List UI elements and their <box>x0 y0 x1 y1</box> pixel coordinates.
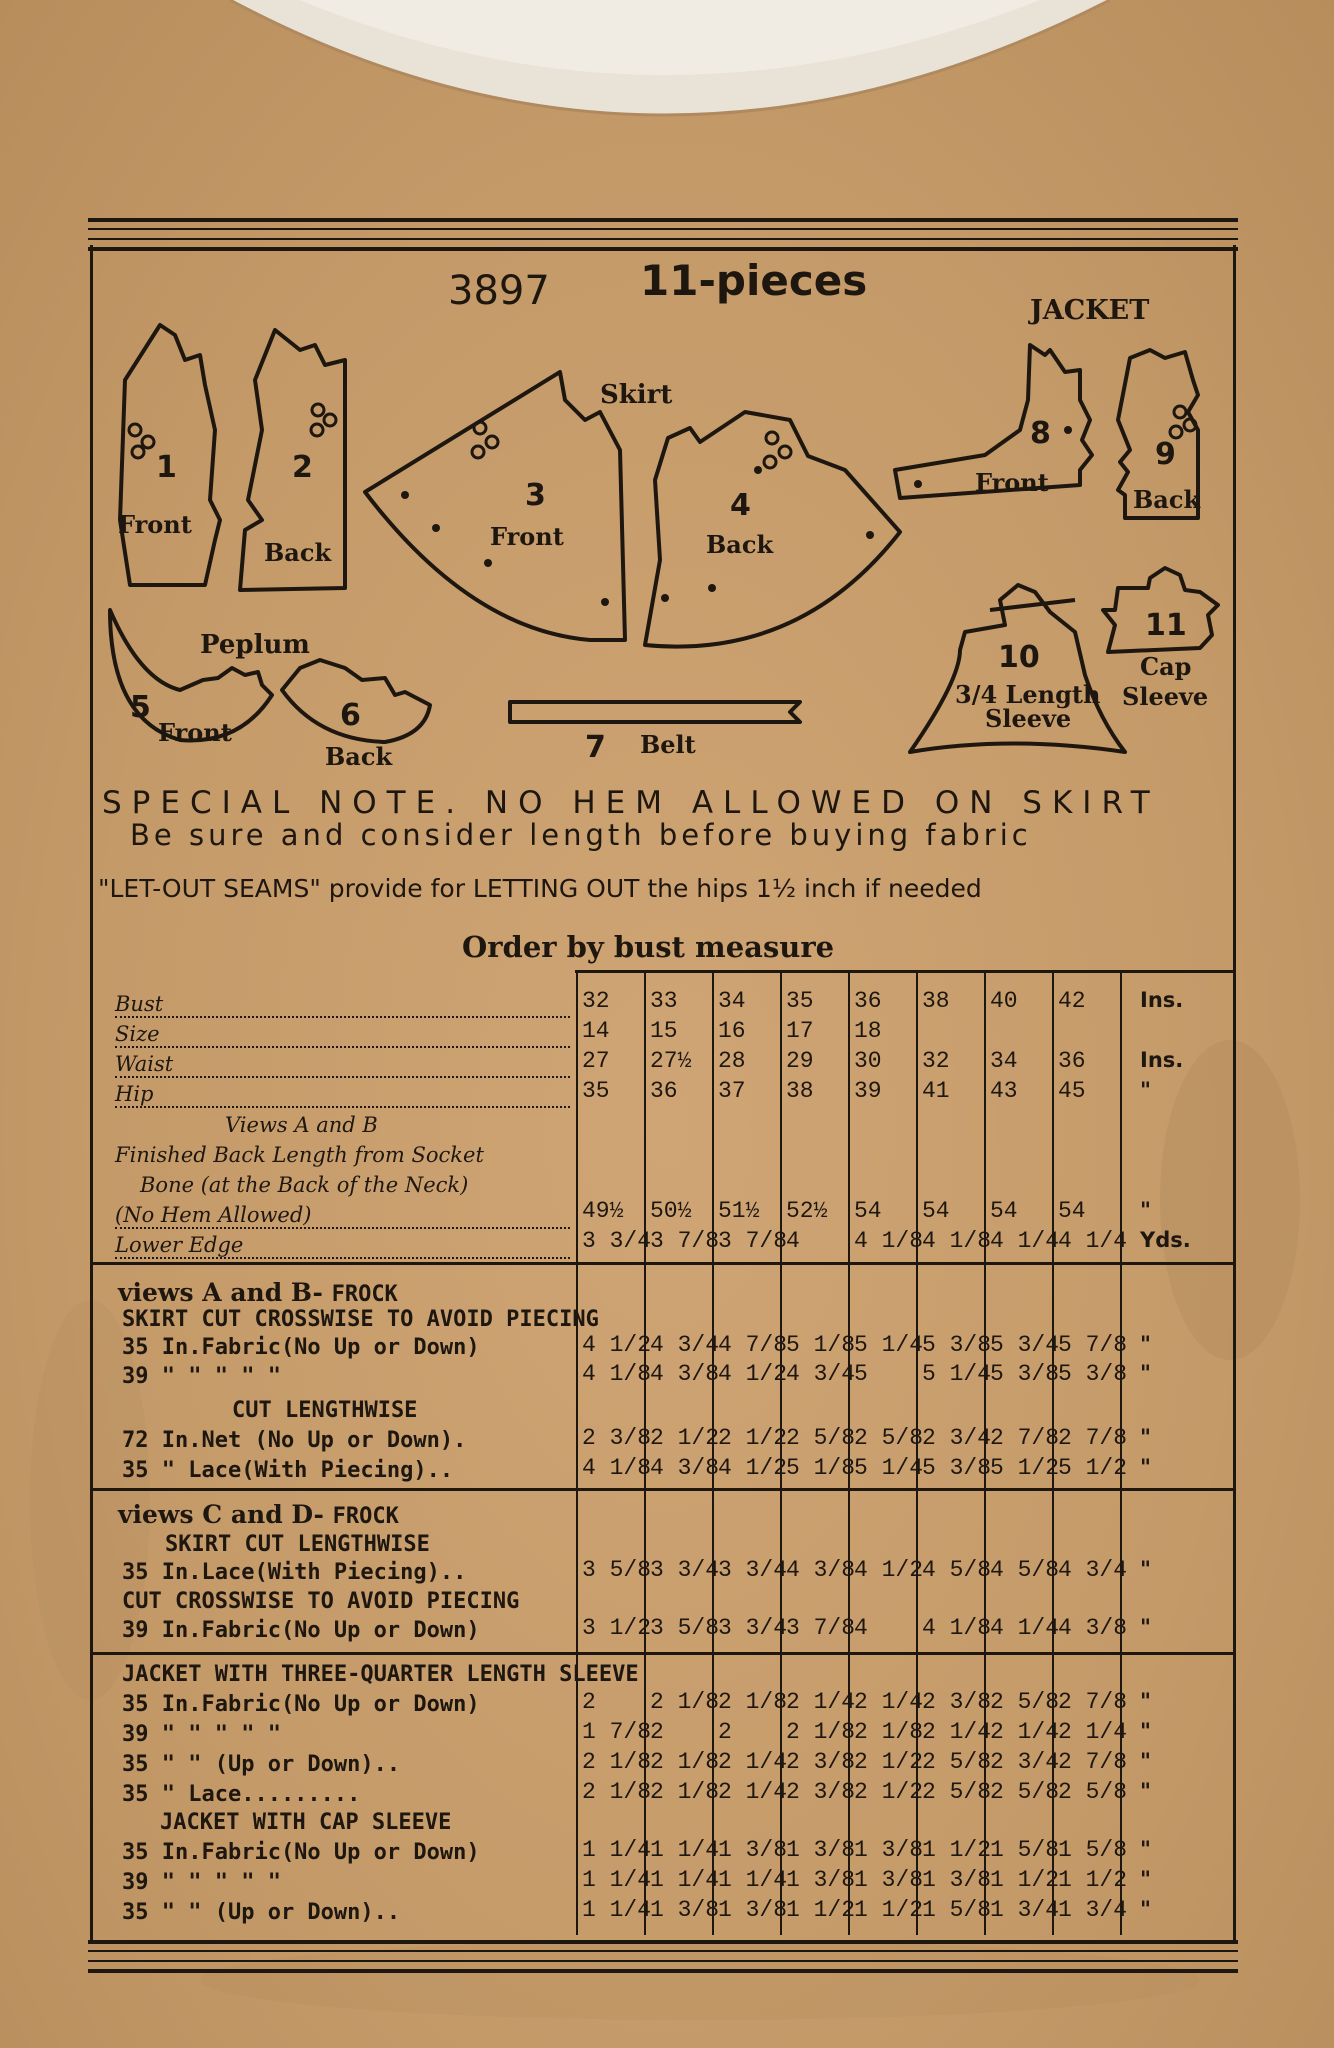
jacket-3q-row-4-value-0: 2 1/8 <box>582 1779 652 1805</box>
measure-row-0-value-5: 38 <box>922 988 950 1014</box>
fbl-line3: (No Hem Allowed) <box>115 1203 570 1229</box>
lower-edge-value-4: 4 1/8 <box>854 1228 924 1254</box>
piece-5-label: Front <box>158 718 232 747</box>
section-ab-row-3-value-1: 2 1/2 <box>650 1425 720 1451</box>
piece-5-number: 5 <box>130 690 151 725</box>
section-ab-row-3-value-7: 2 7/8 <box>1058 1425 1128 1451</box>
measure-row-3-value-4: 39 <box>854 1078 882 1104</box>
jacket-cap-row-2-value-0: 1 1/4 <box>582 1867 652 1893</box>
jacket-3q-row-4-value-6: 2 5/8 <box>990 1779 1060 1805</box>
measure-row-0-value-3: 35 <box>786 988 814 1014</box>
jacket-cap-row-2-value-2: 1 1/4 <box>718 1867 788 1893</box>
jacket-3q-row-4-value-5: 2 5/8 <box>922 1779 992 1805</box>
jacket-cap-row-2-value-3: 1 3/8 <box>786 1867 856 1893</box>
section-ab-sub2: CUT LENGTHWISE <box>232 1398 418 1423</box>
bottom-rule-1 <box>88 1940 1238 1944</box>
measure-row-2-value-4: 30 <box>854 1048 882 1074</box>
section-ab-row-4-value-7: 5 1/2 <box>1058 1455 1128 1481</box>
measure-row-2-value-1: 27½ <box>650 1048 692 1074</box>
section-ab-row-4-value-5: 5 3/8 <box>922 1455 992 1481</box>
lower-edge-value-7: 4 1/4 <box>1058 1228 1128 1254</box>
piece-7-number: 7 <box>585 730 606 765</box>
measure-row-3-value-0: 35 <box>582 1078 610 1104</box>
section-cd-row-2-value-2: 3 3/4 <box>718 1615 788 1641</box>
jacket-3q-row-3-value-3: 2 3/8 <box>786 1749 856 1775</box>
table-column-rule-0 <box>576 970 578 1935</box>
jacket-cap-row-3-value-1: 1 3/8 <box>650 1897 720 1923</box>
piece-9-label: Back <box>1133 485 1201 514</box>
section-cd-row-2-value-4: 4 <box>854 1615 868 1641</box>
section-cd-row-2-value-5: 4 1/8 <box>922 1615 992 1641</box>
section-cd-row1-label: 35 In.Lace(With Piecing).. <box>122 1560 467 1585</box>
measure-row-0-value-1: 33 <box>650 988 678 1014</box>
jacket-3q-row4-label: 35 " Lace......... <box>122 1782 361 1807</box>
finished-back-length-value-1: 50½ <box>650 1198 692 1224</box>
piece-2-label: Back <box>264 538 332 567</box>
finished-back-length-value-7: 54 <box>1058 1198 1086 1224</box>
measure-row-1-value-1: 15 <box>650 1018 678 1044</box>
table-rule-cd <box>90 1488 1233 1491</box>
jacket-cap-row2-label: 39 " " " " " <box>122 1870 281 1895</box>
section-cd-row-1-value-4: 4 1/2 <box>854 1557 924 1583</box>
lower-edge-value-1: 3 7/8 <box>650 1228 720 1254</box>
jacket-cap-row1-label: 35 In.Fabric(No Up or Down) <box>122 1840 480 1865</box>
section-cd-row-2-value-6: 4 1/4 <box>990 1615 1060 1641</box>
section-ab-row-3-value-2: 2 1/2 <box>718 1425 788 1451</box>
hip-label: Hip <box>115 1082 570 1108</box>
section-ab-row-2-value-3: 4 3/4 <box>786 1361 856 1387</box>
measure-row-2-value-3: 29 <box>786 1048 814 1074</box>
length-note: Be sure and consider length before buying fabric <box>130 818 1032 852</box>
section-cd-row2-label: 39 In.Fabric(No Up or Down) <box>122 1618 480 1643</box>
skirt-heading: Skirt <box>600 380 673 410</box>
finished-back-length-value-5: 54 <box>922 1198 950 1224</box>
measure-row-0-value-4: 36 <box>854 988 882 1014</box>
section-ab-row-2-value-2: 4 1/2 <box>718 1361 788 1387</box>
piece-6-number: 6 <box>340 698 361 733</box>
piece-1-number: 1 <box>156 450 177 485</box>
section-cd-row-1-value-2: 3 3/4 <box>718 1557 788 1583</box>
let-out-note: "LET-OUT SEAMS" provide for LETTING OUT the hips 1½ inch if needed <box>98 874 982 903</box>
section-ab-row-3-value-5: 2 3/4 <box>922 1425 992 1451</box>
jacket-cap-row-2-value-7: 1 1/2 <box>1058 1867 1128 1893</box>
piece-3-number: 3 <box>525 478 546 513</box>
jacket-cap-row-1-value-7: 1 5/8 <box>1058 1837 1128 1863</box>
section-cd-title <box>118 1500 399 1529</box>
section-ab-row-1-value-7: 5 7/8 <box>1058 1332 1128 1358</box>
section-ab-row1-label: 35 In.Fabric(No Up or Down) <box>122 1335 480 1360</box>
finished-back-length-value-0: 49½ <box>582 1198 624 1224</box>
section-ab-row4-label: 35 " Lace(With Piecing).. <box>122 1458 454 1483</box>
lower-edge-label: Lower Edge <box>115 1233 570 1259</box>
measure-row-3-unit: " <box>1140 1078 1151 1102</box>
measure-row-3-value-6: 43 <box>990 1078 1018 1104</box>
section-cd-title-a: views C and D- <box>118 1500 324 1529</box>
jacket-3q-row-4-value-1: 2 1/8 <box>650 1779 720 1805</box>
measure-row-2-value-6: 34 <box>990 1048 1018 1074</box>
section-ab-row3-label: 72 In.Net (No Up or Down). <box>122 1428 467 1453</box>
jacket-3q-row-4-value-4: 2 1/2 <box>854 1779 924 1805</box>
piece-6-label: Back <box>325 742 393 771</box>
measure-row-0-value-0: 32 <box>582 988 610 1014</box>
views-ab-label: Views A and B <box>225 1113 378 1137</box>
section-ab-row-3-unit: " <box>1140 1425 1151 1449</box>
finished-back-length-value-6: 54 <box>990 1198 1018 1224</box>
section-ab-row-4-value-1: 4 3/8 <box>650 1455 720 1481</box>
jacket-3q-row-4-unit: " <box>1140 1779 1151 1803</box>
section-ab-row-2-unit: " <box>1140 1361 1151 1385</box>
piece-10-number: 10 <box>998 640 1040 675</box>
section-ab-row-1-value-3: 5 1/8 <box>786 1332 856 1358</box>
size-label: Size <box>115 1022 570 1048</box>
section-ab-row-2-value-1: 4 3/8 <box>650 1361 720 1387</box>
table-top-rule <box>575 970 1233 973</box>
piece-7-outline <box>510 702 800 722</box>
section-ab-row-2-value-7: 5 3/8 <box>1058 1361 1128 1387</box>
jacket-3q-row-1-value-0: 2 <box>582 1689 596 1715</box>
measure-row-3-value-5: 41 <box>922 1078 950 1104</box>
jacket-3q-row-2-value-1: 2 <box>650 1719 664 1745</box>
section-ab-row-4-value-0: 4 1/8 <box>582 1455 652 1481</box>
measure-row-2-unit: Ins. <box>1140 1048 1184 1072</box>
pieces-count: 11-pieces <box>640 256 868 305</box>
finished-back-length-value-3: 52½ <box>786 1198 828 1224</box>
piece-3-outline <box>365 372 625 640</box>
jacket-cap-row-1-value-3: 1 3/8 <box>786 1837 856 1863</box>
jacket-cap-row-1-value-6: 1 5/8 <box>990 1837 1060 1863</box>
finished-back-length-value-4: 54 <box>854 1198 882 1224</box>
peplum-label: Peplum <box>200 630 310 660</box>
piece-11-label-line2: Sleeve <box>1122 682 1209 711</box>
piece-1-label: Front <box>118 510 192 539</box>
section-ab-row-3-value-3: 2 5/8 <box>786 1425 856 1451</box>
section-cd-sub1: SKIRT CUT LENGTHWISE <box>165 1532 430 1557</box>
section-ab-title-a: views A and B- <box>118 1278 323 1307</box>
jacket-3q-row-4-value-7: 2 5/8 <box>1058 1779 1128 1805</box>
jacket-3q-row-2-value-3: 2 1/8 <box>786 1719 856 1745</box>
jacket-3q-row-1-value-5: 2 3/8 <box>922 1689 992 1715</box>
section-ab-row-2-value-4: 5 <box>854 1361 868 1387</box>
section-ab-row-3-value-6: 2 7/8 <box>990 1425 1060 1451</box>
measure-row-2-value-2: 28 <box>718 1048 746 1074</box>
lower-edge-value-5: 4 1/8 <box>922 1228 992 1254</box>
lower-edge-value-0: 3 3/4 <box>582 1228 652 1254</box>
jacket-cap-row-2-value-4: 1 3/8 <box>854 1867 924 1893</box>
lower-edge-value-3: 4 <box>786 1228 800 1254</box>
finished-back-length-value-2: 51½ <box>718 1198 760 1224</box>
jacket-3q-row-1-value-1: 2 1/8 <box>650 1689 720 1715</box>
jacket-3q-row-1-value-2: 2 1/8 <box>718 1689 788 1715</box>
jacket-3q-row-2-value-5: 2 1/4 <box>922 1719 992 1745</box>
lower-edge-unit: Yds. <box>1140 1228 1191 1252</box>
measure-row-0-value-2: 34 <box>718 988 746 1014</box>
jacket-3q-row-1-unit: " <box>1140 1689 1151 1713</box>
section-ab-row-1-unit: " <box>1140 1332 1151 1356</box>
jacket-cap-row-3-value-6: 1 3/4 <box>990 1897 1060 1923</box>
section-cd-row-1-value-1: 3 3/4 <box>650 1557 720 1583</box>
jacket-cap-row-3-value-7: 1 3/4 <box>1058 1897 1128 1923</box>
section-ab-row-4-value-6: 5 1/2 <box>990 1455 1060 1481</box>
measure-row-2-value-0: 27 <box>582 1048 610 1074</box>
measure-row-3-value-1: 36 <box>650 1078 678 1104</box>
section-cd-sub2: CUT CROSSWISE TO AVOID PIECING <box>122 1589 520 1614</box>
lower-edge-value-6: 4 1/4 <box>990 1228 1060 1254</box>
section-ab-row-2-value-6: 5 3/8 <box>990 1361 1060 1387</box>
section-cd-row-1-value-5: 4 5/8 <box>922 1557 992 1583</box>
jacket-3q-row-2-value-4: 2 1/8 <box>854 1719 924 1745</box>
jacket-cap-row-2-value-1: 1 1/4 <box>650 1867 720 1893</box>
piece-10-label-line2: Sleeve <box>985 704 1072 733</box>
jacket-cap-row-2-unit: " <box>1140 1867 1151 1891</box>
jacket-3q-row-3-value-6: 2 3/4 <box>990 1749 1060 1775</box>
piece-8-number: 8 <box>1030 416 1051 451</box>
jacket-cap-row-3-value-4: 1 1/2 <box>854 1897 924 1923</box>
jacket-cap-row-3-value-3: 1 1/2 <box>786 1897 856 1923</box>
section-ab-row-2-value-5: 5 1/4 <box>922 1361 992 1387</box>
jacket-3q-row-4-value-3: 2 3/8 <box>786 1779 856 1805</box>
jacket-3q-row-3-value-2: 2 1/4 <box>718 1749 788 1775</box>
section-cd-row-2-value-0: 3 1/2 <box>582 1615 652 1641</box>
jacket-3q-row-4-value-2: 2 1/4 <box>718 1779 788 1805</box>
jacket-3q-row-1-value-7: 2 7/8 <box>1058 1689 1128 1715</box>
section-cd-row-2-value-7: 4 3/8 <box>1058 1615 1128 1641</box>
pattern-pieces-drawing <box>0 0 1334 790</box>
jacket-3q-row-1-value-6: 2 5/8 <box>990 1689 1060 1715</box>
jacket-cap-row-1-value-4: 1 3/8 <box>854 1837 924 1863</box>
measure-row-0-unit: Ins. <box>1140 988 1184 1012</box>
measure-row-0-value-6: 40 <box>990 988 1018 1014</box>
measure-row-3-value-7: 45 <box>1058 1078 1086 1104</box>
section-cd-row-2-value-1: 3 5/8 <box>650 1615 720 1641</box>
section-ab-row-4-value-3: 5 1/8 <box>786 1455 856 1481</box>
bottom-rule-4 <box>88 1969 1238 1973</box>
finished-back-length-unit: " <box>1140 1198 1151 1222</box>
section-ab-row-1-value-5: 5 3/8 <box>922 1332 992 1358</box>
jacket-3q-row2-label: 39 " " " " " <box>122 1722 281 1747</box>
measure-row-3-value-3: 38 <box>786 1078 814 1104</box>
section-ab-row-1-value-4: 5 1/4 <box>854 1332 924 1358</box>
jacket-cap-row-1-unit: " <box>1140 1837 1151 1861</box>
jacket-3q-row-2-value-6: 2 1/4 <box>990 1719 1060 1745</box>
jacket-cap-row-1-value-1: 1 1/4 <box>650 1837 720 1863</box>
jacket-cap-row-3-value-0: 1 1/4 <box>582 1897 652 1923</box>
jacket-3q-row-3-value-0: 2 1/8 <box>582 1749 652 1775</box>
measure-row-2-value-7: 36 <box>1058 1048 1086 1074</box>
jacket-cap-row-3-value-5: 1 5/8 <box>922 1897 992 1923</box>
table-rule-jacket <box>90 1652 1233 1655</box>
section-cd-row-1-value-3: 4 3/8 <box>786 1557 856 1583</box>
jacket-cap-row-1-value-2: 1 3/8 <box>718 1837 788 1863</box>
jacket-cap-row-2-value-6: 1 1/2 <box>990 1867 1060 1893</box>
section-cd-row-1-value-6: 4 5/8 <box>990 1557 1060 1583</box>
section-ab-row-3-value-0: 2 3/8 <box>582 1425 652 1451</box>
order-heading: Order by bust measure <box>462 930 835 964</box>
jacket-3q-row-2-value-0: 1 7/8 <box>582 1719 652 1745</box>
piece-11-label-line1: Cap <box>1140 652 1192 681</box>
jacket-heading: JACKET <box>1030 295 1150 326</box>
table-rule-ab <box>90 1262 1233 1265</box>
special-note: SPECIAL NOTE. NO HEM ALLOWED ON SKIRT <box>102 785 1160 821</box>
jacket-cap-title: JACKET WITH CAP SLEEVE <box>160 1810 452 1835</box>
jacket-3q-row-1-value-4: 2 1/4 <box>854 1689 924 1715</box>
jacket-cap-row-3-value-2: 1 3/8 <box>718 1897 788 1923</box>
jacket-3q-row-2-value-7: 2 1/4 <box>1058 1719 1128 1745</box>
jacket-3q-title: JACKET WITH THREE-QUARTER LENGTH SLEEVE <box>122 1662 639 1687</box>
bust-label: Bust <box>115 992 570 1018</box>
jacket-3q-row3-label: 35 " " (Up or Down).. <box>122 1752 401 1777</box>
section-ab-sub1: SKIRT CUT CROSSWISE TO AVOID PIECING <box>122 1307 599 1332</box>
section-ab-title-b: FROCK <box>331 1282 398 1307</box>
section-cd-row-2-value-3: 3 7/8 <box>786 1615 856 1641</box>
bottom-rule-2 <box>88 1950 1238 1952</box>
piece-11-number: 11 <box>1145 608 1187 643</box>
section-cd-title-b: FROCK <box>332 1504 399 1529</box>
measure-row-1-value-0: 14 <box>582 1018 610 1044</box>
section-cd-row-1-value-0: 3 5/8 <box>582 1557 652 1583</box>
section-ab-row-1-value-1: 4 3/4 <box>650 1332 720 1358</box>
jacket-3q-row-3-value-4: 2 1/2 <box>854 1749 924 1775</box>
pattern-number: 3897 <box>448 268 550 314</box>
jacket-cap-row-1-value-0: 1 1/4 <box>582 1837 652 1863</box>
piece-8-label: Front <box>975 468 1049 497</box>
section-cd-row-1-unit: " <box>1140 1557 1151 1581</box>
lower-edge-value-2: 3 7/8 <box>718 1228 788 1254</box>
waist-label: Waist <box>115 1052 570 1078</box>
piece-3-label: Front <box>490 522 564 551</box>
piece-2-number: 2 <box>292 450 313 485</box>
bottom-rule-3 <box>88 1960 1238 1962</box>
measure-row-3-value-2: 37 <box>718 1078 746 1104</box>
measure-row-2-value-5: 32 <box>922 1048 950 1074</box>
jacket-3q-row1-label: 35 In.Fabric(No Up or Down) <box>122 1692 480 1717</box>
jacket-cap-row3-label: 35 " " (Up or Down).. <box>122 1900 401 1925</box>
measure-row-1-value-3: 17 <box>786 1018 814 1044</box>
jacket-cap-row-1-value-5: 1 1/2 <box>922 1837 992 1863</box>
section-ab-row-2-value-0: 4 1/8 <box>582 1361 652 1387</box>
fbl-line2: Bone (at the Back of the Neck) <box>140 1173 469 1197</box>
piece-4-label: Back <box>706 530 774 559</box>
jacket-3q-row-3-value-1: 2 1/8 <box>650 1749 720 1775</box>
jacket-3q-row-3-value-7: 2 7/8 <box>1058 1749 1128 1775</box>
measure-row-0-value-7: 42 <box>1058 988 1086 1014</box>
section-ab-row-3-value-4: 2 5/8 <box>854 1425 924 1451</box>
section-ab-row-4-value-4: 5 1/4 <box>854 1455 924 1481</box>
section-ab-row2-label: 39 " " " " " <box>122 1364 281 1389</box>
section-ab-row-1-value-6: 5 3/4 <box>990 1332 1060 1358</box>
section-cd-row-2-unit: " <box>1140 1615 1151 1639</box>
jacket-3q-row-2-value-2: 2 <box>718 1719 732 1745</box>
measure-row-1-value-2: 16 <box>718 1018 746 1044</box>
piece-10-label-line1: 3/4 Length <box>955 680 1101 709</box>
jacket-3q-row-2-unit: " <box>1140 1719 1151 1743</box>
jacket-cap-row-2-value-5: 1 3/8 <box>922 1867 992 1893</box>
section-cd-row-1-value-7: 4 3/4 <box>1058 1557 1128 1583</box>
jacket-3q-row-1-value-3: 2 1/4 <box>786 1689 856 1715</box>
section-ab-row-4-value-2: 4 1/2 <box>718 1455 788 1481</box>
measure-row-1-value-4: 18 <box>854 1018 882 1044</box>
jacket-3q-row-3-unit: " <box>1140 1749 1151 1773</box>
section-ab-row-1-value-2: 4 7/8 <box>718 1332 788 1358</box>
jacket-cap-row-3-unit: " <box>1140 1897 1151 1921</box>
fbl-line1: Finished Back Length from Socket <box>115 1143 484 1167</box>
section-ab-row-1-value-0: 4 1/2 <box>582 1332 652 1358</box>
piece-7-label: Belt <box>640 730 696 759</box>
jacket-3q-row-3-value-5: 2 5/8 <box>922 1749 992 1775</box>
piece-4-number: 4 <box>730 488 751 523</box>
piece-9-number: 9 <box>1155 437 1176 472</box>
section-ab-title <box>118 1278 398 1307</box>
section-ab-row-4-unit: " <box>1140 1455 1151 1479</box>
